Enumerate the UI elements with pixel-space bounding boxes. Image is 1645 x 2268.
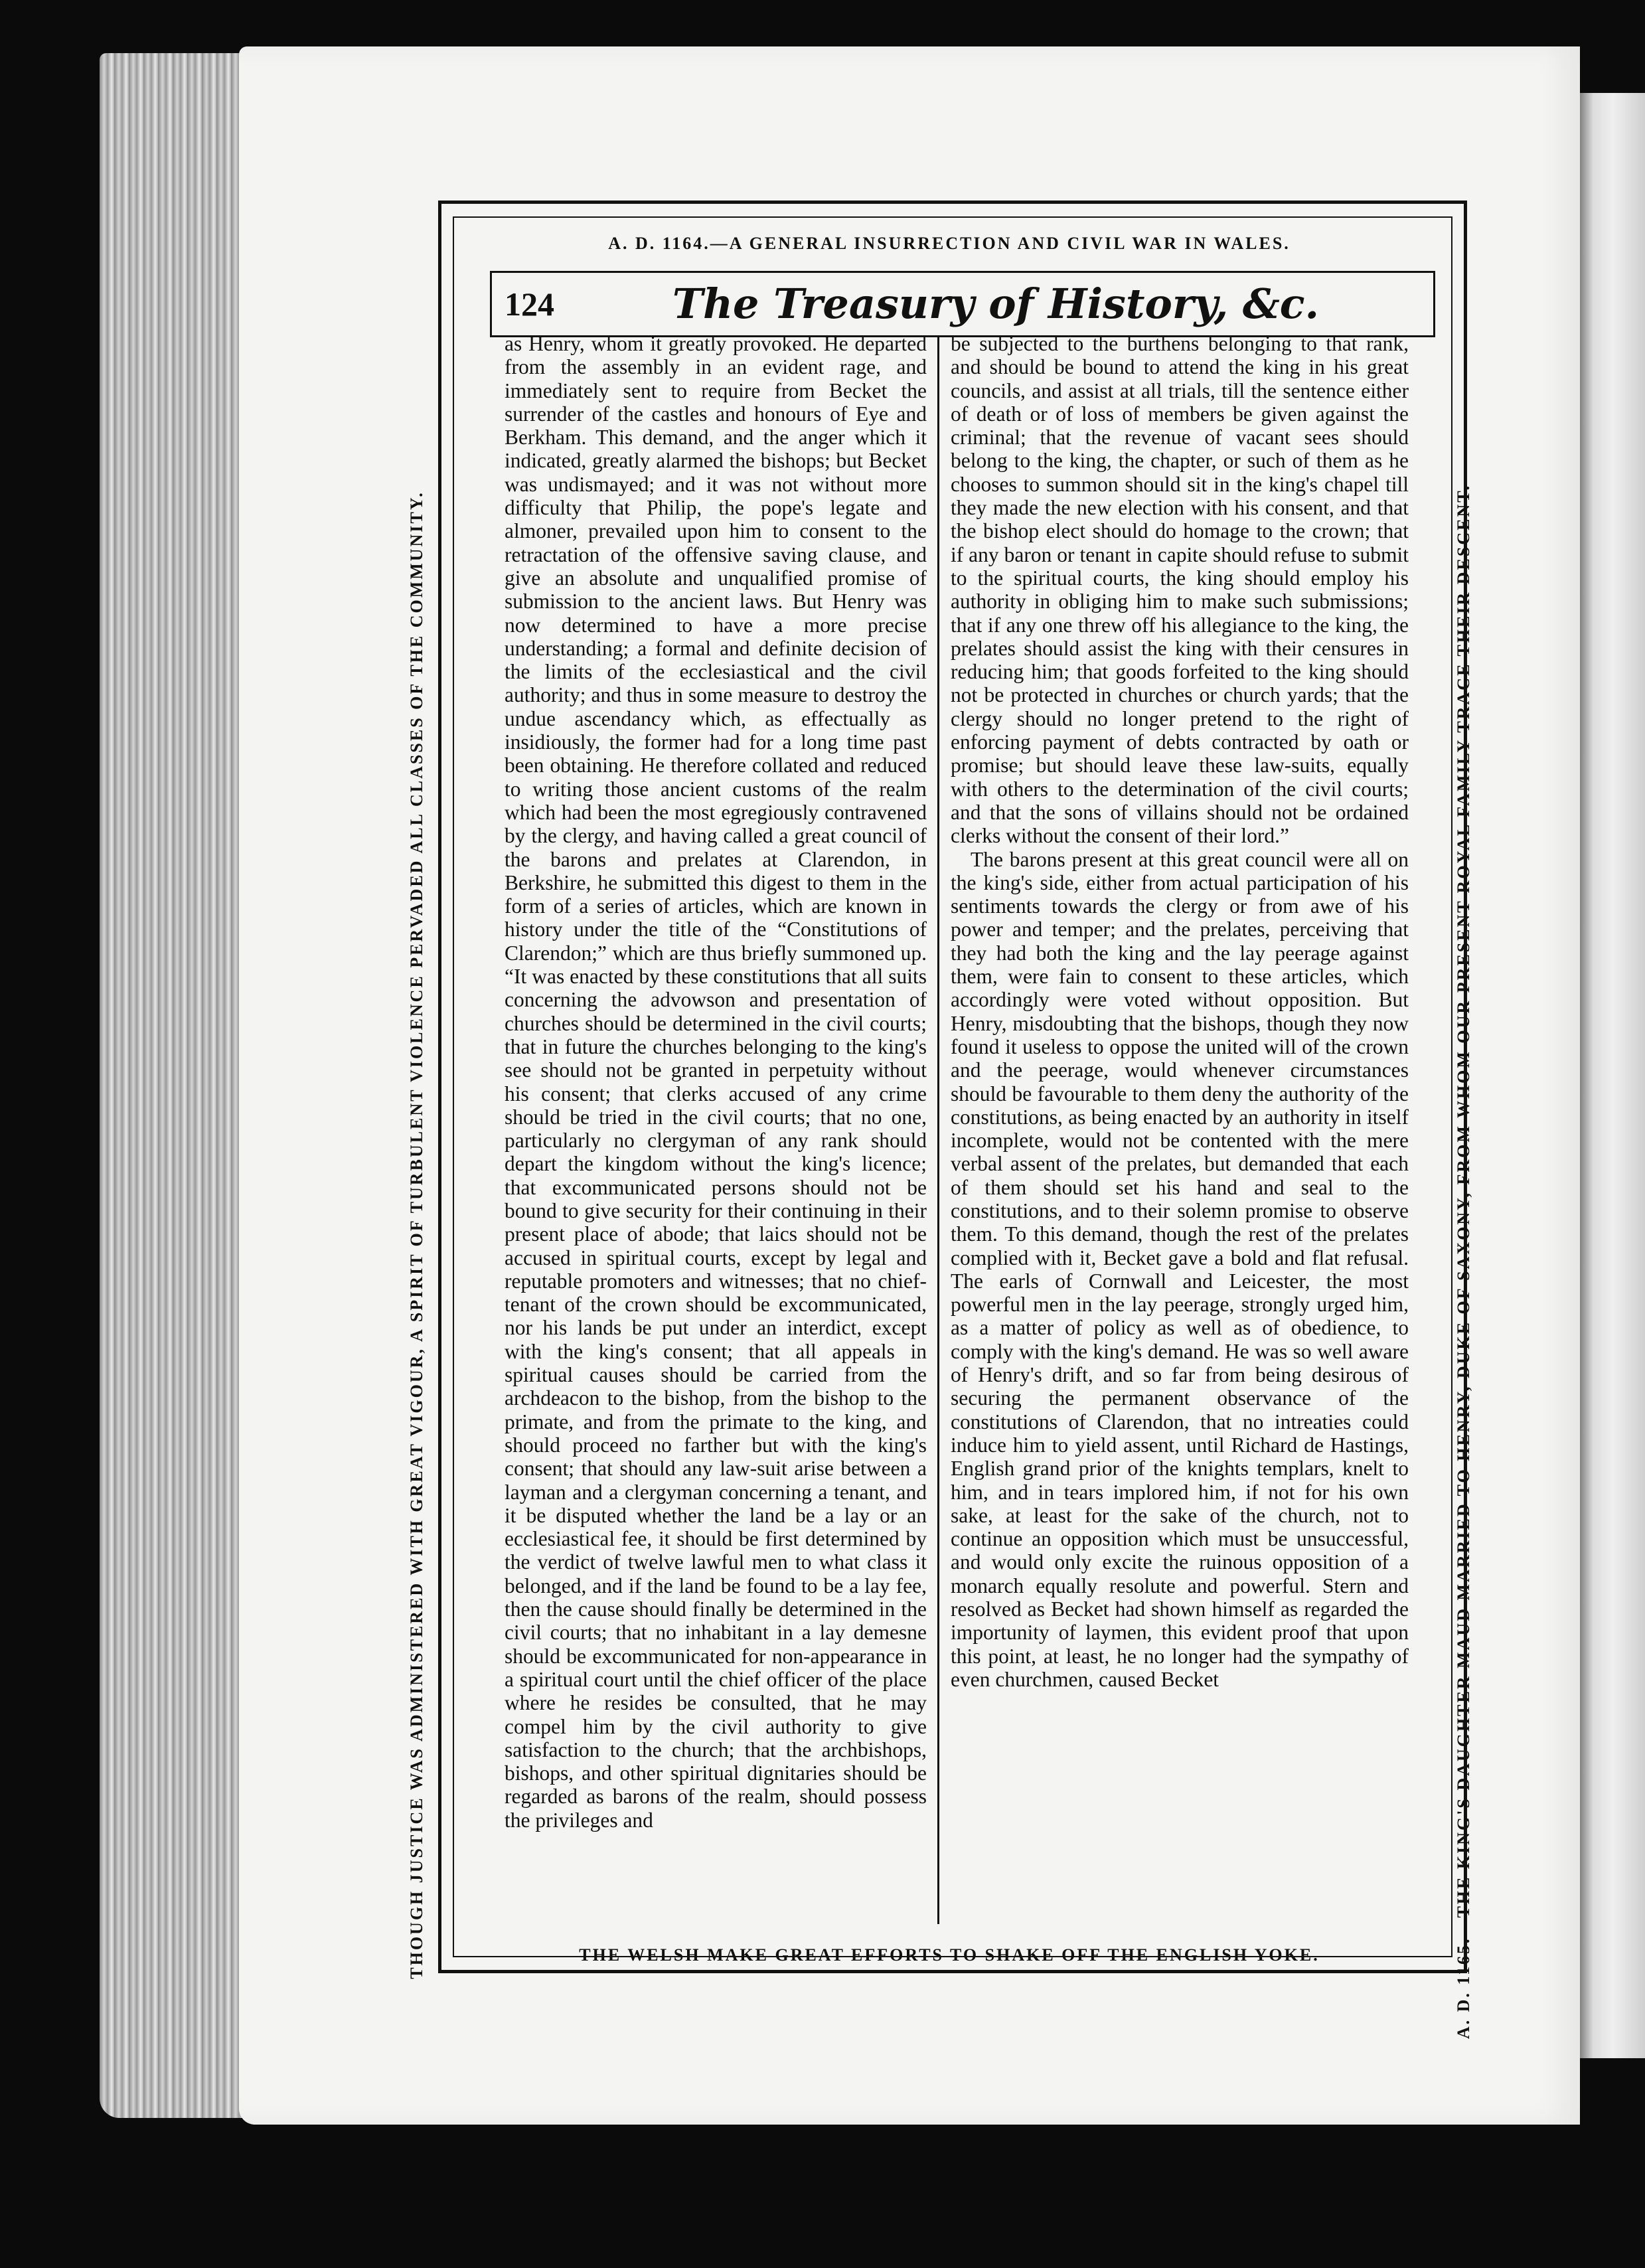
right-margin-motto: A. D. 1165.—THE KING'S DAUGHTER MAUD MARRIED TO HENRY, DUKE OF SAXONY, FROM WHOM OUR PRESENT ROYAL FAMILY TRACE THEIR DESCENT. — [1454, 483, 1473, 2040]
page-number: 124 — [505, 285, 554, 323]
running-title: The Treasury of History, &c. — [672, 280, 1320, 328]
paragraph: as Henry, whom it greatly provoked. He departed from the assembly in an evident rage, and immediately sent to require from Becket the surrender of the castles and honours of Eye and Berkham. This demand, and the anger which it indicated, greatly alarmed the bishops; but Becket was undismayed; and it was not without more difficulty that Philip, the pope's legate and almoner, prevailed upon him to consent to the retractation of the offensive saving clause, and give an absolute and unqualified promise of submission to the ancient laws. But Henry was now determined to have a more precise understanding; a formal and definite decision of the limits of the ecclesiastical and the civil authority; and thus in some measure to destroy the undue ascendancy which, as effectually as insidiously, the former had for a long time past been obtaining. He therefore collated and reduced to writing those ancient customs of the realm which had been the most egregiously contravened by the clergy, and having called a great council of the barons and prelates at Clarendon, in Berkshire, he submitted this digest to them in the form of a series of articles, which are known in history under the title of the “Constitutions of Clarendon;” which are thus briefly summoned up. “It was enacted by these constitutions that all suits concerning the advowson and presentation of churches should be determined in the civil courts; that in future the churches belonging to the king's see should not be granted in perpetuity without his consent; that clerks accused of any crime should be tried in the civil courts; that no one, particularly no clergyman of any rank should depart the kingdom without the king's licence; that excommunicated persons should not be bound to give security for their continuing in their present place of abode; that laics should not be accused in spiritual courts, except by legal and reputable promoters and witnesses; that no chief-tenant of the crown should be excommunicated, nor his lands be put under an interdict, except with the king's consent; that all appeals in spiritual causes should be carried from the archdeacon to the bishop, from the bishop to the primate, and from the primate to the king, and should proceed no farther but with the king's consent; that should any law-suit arise between a layman and a clergyman concerning a tenant, and it be disputed whether the land be a lay or an ecclesiastical fee, it should be first determined by the verdict of twelve lawful men to what class it belonged, and if the land be found to be a lay fee, then the cause should finally be determined in the civil courts; that no inhabitant in a lay demesne should be excommunicated for non-appearance in a spiritual court until the chief officer of the place where he resides be consulted, that he may compel him by the civil authority to give satisfaction to the church; that the archbishops, bishops, and other spiritual dignitaries should be regarded as barons of the realm, should possess the privileges and — [505, 332, 927, 1832]
top-margin-motto: A. D. 1164.—A GENERAL INSURRECTION AND CIVIL WAR IN WALES. — [608, 234, 1291, 253]
right-text-column — [951, 332, 1409, 1939]
bottom-margin-motto: THE WELSH MAKE GREAT EFFORTS TO SHAKE OFF THE ENGLISH YOKE. — [579, 1945, 1320, 1965]
paragraph: The barons present at this great council were all on the king's side, either from actual participation of his sentiments towards the clergy or from awe of his power and temper; and the prelates, perceiving that they had both the king and the lay peerage against them, were fain to consent to these articles, which accordingly were voted without opposition. But Henry, misdoubting that the bishops, though they now found it useless to oppose the united will of the crown and the peerage, would whenever circumstances should be favourable to them deny the authority of the constitutions, as being enacted by an authority in itself incomplete, would not be contented with the mere verbal assent of the prelates, but demanded that each of them should set his hand and seal to the constitutions, and to their solemn promise to observe them. To this demand, though the rest of the prelates complied with it, Becket gave a bold and flat refusal. The earls of Cornwall and Leicester, the most powerful men in the lay peerage, strongly urged him, as a matter of policy as well as of obedience, to comply with the king's demand. He was so well aware of Henry's drift, and so far from being desirous of securing the permanent observance of the constitutions of Clarendon, that no intreaties could induce him to yield assent, until Richard de Hastings, English grand prior of the knights templars, knelt to him, and in tears implored him, if not for his own sake, at least for the sake of the church, not to continue an opposition which must be unsuccessful, and would only excite the ruinous opposition of a monarch equally resolute and powerful. Stern and resolved as Becket had shown himself as regarded the importunity of laymen, this evident proof that upon this point, at least, he no longer had the sympathy of even churchmen, caused Becket — [951, 847, 1409, 1691]
paragraph: be subjected to the burthens belonging to that rank, and should be bound to attend the king in his great councils, and assist at all trials, till the sentence either of death or of loss of members be given against the criminal; that the revenue of vacant sees should belong to the king, the chapter, or such of them as he chooses to summon should sit in the king's chapel till they made the new election with his consent, and that the bishop elect should do homage to the crown; that if any baron or tenant in capite should refuse to submit to the spiritual courts, the king should employ his authority in obliging him to make such submissions; that if any one threw off his allegiance to the king, the prelates should assist the king with their censures in reducing him; that goods forfeited to the king should not be protected in churches or church yards; that the clergy should no longer pretend to the right of enforcing payment of debts contracted by oath or promise; but should leave these law-suits, equally with others to the determination of the civil courts; and that the sons of villains should not be ordained clerks without the consent of their lord.” — [951, 332, 1409, 848]
left-margin-motto: THOUGH JUSTICE WAS ADMINISTERED WITH GREAT VIGOUR, A SPIRIT OF TURBULENT VIOLENCE PERVADED ALL CLASSES OF THE COMMUNITY. — [407, 491, 426, 1979]
facing-page-edge — [1573, 93, 1645, 2058]
column-divider — [937, 337, 939, 1924]
left-text-column — [505, 332, 927, 1939]
